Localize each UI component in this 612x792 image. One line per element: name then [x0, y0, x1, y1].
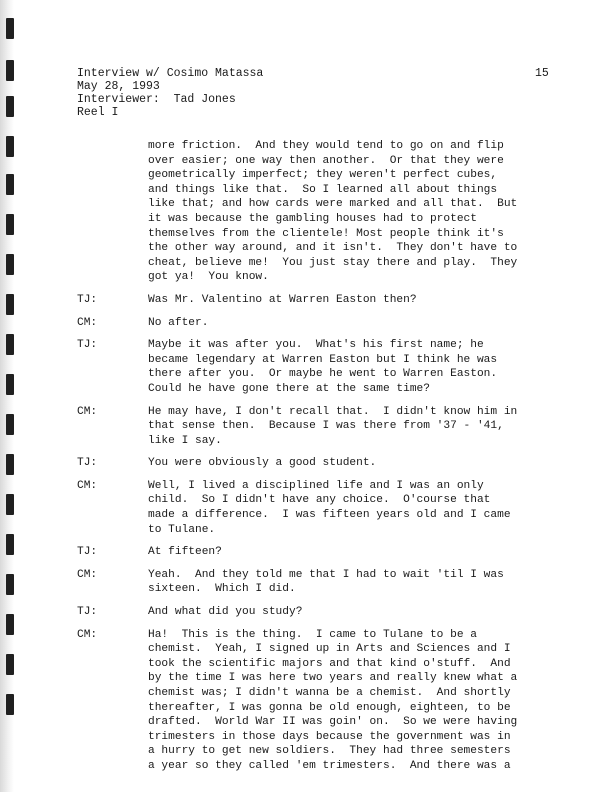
text-line: At fifteen? — [148, 546, 222, 559]
text-line: You were obviously a good student. — [148, 457, 377, 470]
dialogue-paragraph — [148, 139, 548, 285]
transcript-entry — [77, 338, 557, 396]
text-line: by the time I was here two years and really knew what a — [148, 672, 518, 685]
binder-hole — [6, 454, 14, 475]
text-line: drafted. World War II was goin' on. So we were having — [148, 716, 518, 729]
speaker-label — [77, 139, 148, 285]
binder-hole — [6, 574, 14, 595]
text-line: over easier; one way then another. Or that they were — [148, 154, 504, 167]
transcript-entry — [77, 545, 557, 560]
interviewer: Interviewer: Tad Jones — [77, 93, 236, 106]
dialogue-paragraph — [148, 605, 548, 620]
text-line: Yeah. And they told me that I had to wait 'til I was — [148, 568, 504, 581]
text-line: Could he have gone there at the same time? — [148, 382, 430, 395]
speaker-label: TJ: — [77, 606, 98, 619]
speaker-label: CM: — [77, 568, 98, 581]
speaker-label: CM: — [77, 628, 98, 641]
binder-hole — [6, 654, 14, 675]
text-line: Ha! This is the thing. I came to Tulane to be a — [148, 628, 477, 641]
transcript-entry — [77, 605, 557, 620]
text-line: chemist. Yeah, I signed up in Arts and Sciences and I — [148, 643, 511, 656]
binder-hole — [6, 254, 14, 275]
reel-label: Reel I — [77, 106, 119, 119]
binder-hole — [6, 534, 14, 555]
text-line: the other way around, and it isn't. They don't have to — [148, 242, 518, 255]
transcript-entry — [77, 628, 557, 774]
text-line: like that; and how cards were marked and all that. But — [148, 198, 518, 211]
speaker-label: TJ: — [77, 293, 98, 306]
text-line: cheat, believe me! You just stay there and play. They — [148, 256, 518, 269]
binder-hole — [6, 374, 14, 395]
transcript-body — [77, 139, 557, 774]
speaker-label: CM: — [77, 316, 98, 329]
dialogue-paragraph — [148, 568, 548, 597]
interview-date: May 28, 1993 — [77, 80, 160, 93]
speaker-label: TJ: — [77, 457, 98, 470]
text-line: chemist was; I didn't wanna be a chemist. And shortly — [148, 687, 511, 699]
text-line: And what did you study? — [148, 606, 303, 619]
text-line: trimesters in those days because the government was in — [148, 730, 511, 743]
binder-hole — [6, 294, 14, 315]
dialogue-paragraph — [148, 479, 548, 537]
binder-hole — [6, 96, 14, 117]
dialogue-paragraph — [148, 293, 548, 308]
dialogue-paragraph — [148, 405, 548, 449]
dialogue-paragraph — [148, 545, 548, 560]
speaker-label: CM: — [77, 405, 98, 418]
text-line: made a difference. I was fifteen years old and I came — [148, 509, 511, 522]
text-line: Well, I lived a disciplined life and I was an only — [148, 479, 484, 492]
text-line: that sense then. Because I was there from '37 - '41, — [148, 420, 504, 433]
text-line: Was Mr. Valentino at Warren Easton then? — [148, 293, 417, 306]
text-line: to Tulane. — [148, 523, 216, 536]
text-line: like I say. — [148, 434, 222, 447]
text-line: became legendary at Warren Easton but I think he was — [148, 353, 498, 366]
text-line: more friction. And they would tend to go on and flip — [148, 140, 504, 152]
speaker-label: TJ: — [77, 339, 98, 352]
text-line: No after. — [148, 316, 209, 329]
dialogue-paragraph — [148, 456, 548, 471]
text-line: sixteen. Which I did. — [148, 583, 296, 596]
binder-hole — [6, 136, 14, 157]
text-line: there after you. Or maybe he went to Warren Easton. — [148, 368, 498, 381]
text-line: child. So I didn't have any choice. O'course that — [148, 494, 491, 507]
binder-hole — [6, 414, 14, 435]
binder-hole — [6, 494, 14, 515]
text-line: and things like that. So I learned all about things — [148, 183, 498, 196]
text-line: Maybe it was after you. What's his first name; he — [148, 339, 484, 352]
transcript-entry — [77, 456, 557, 471]
text-line: a hurry to get new soldiers. They had three semesters — [148, 745, 511, 758]
binder-hole — [6, 614, 14, 635]
transcript-entry — [77, 139, 557, 285]
binder-hole — [6, 334, 14, 355]
page-number: 15 — [535, 67, 549, 80]
binder-hole — [6, 60, 14, 81]
binder-hole — [6, 18, 14, 39]
speaker-label: CM: — [77, 479, 98, 492]
dialogue-paragraph — [148, 628, 548, 774]
binder-hole — [6, 174, 14, 195]
transcript-entry — [77, 405, 557, 449]
text-line: He may have, I don't recall that. I didn't know him in — [148, 405, 518, 418]
text-line: themselves from the clientele! Most people think it's — [148, 227, 504, 240]
binder-hole — [6, 214, 14, 235]
dialogue-paragraph — [148, 338, 548, 396]
interview-title: Interview w/ Cosimo Matassa — [77, 67, 264, 80]
text-line: it was because the gambling houses had to protect — [148, 212, 477, 225]
transcript-entry — [77, 568, 557, 597]
dialogue-paragraph — [148, 316, 548, 331]
document-header — [77, 67, 557, 119]
text-line: got ya! You know. — [148, 271, 269, 284]
speaker-label: TJ: — [77, 546, 98, 559]
text-line: thereafter, I was gonna be old enough, eighteen, to be — [148, 701, 511, 714]
text-line: a year so they called 'em trimesters. And there was a — [148, 759, 511, 772]
transcript-entry — [77, 293, 557, 308]
binder-hole — [6, 694, 14, 715]
transcript-entry — [77, 316, 557, 331]
text-line: took the scientific majors and that kind o'stuff. And — [148, 657, 511, 670]
text-line: geometrically imperfect; they weren't perfect cubes, — [148, 169, 498, 182]
transcript-entry — [77, 479, 557, 537]
